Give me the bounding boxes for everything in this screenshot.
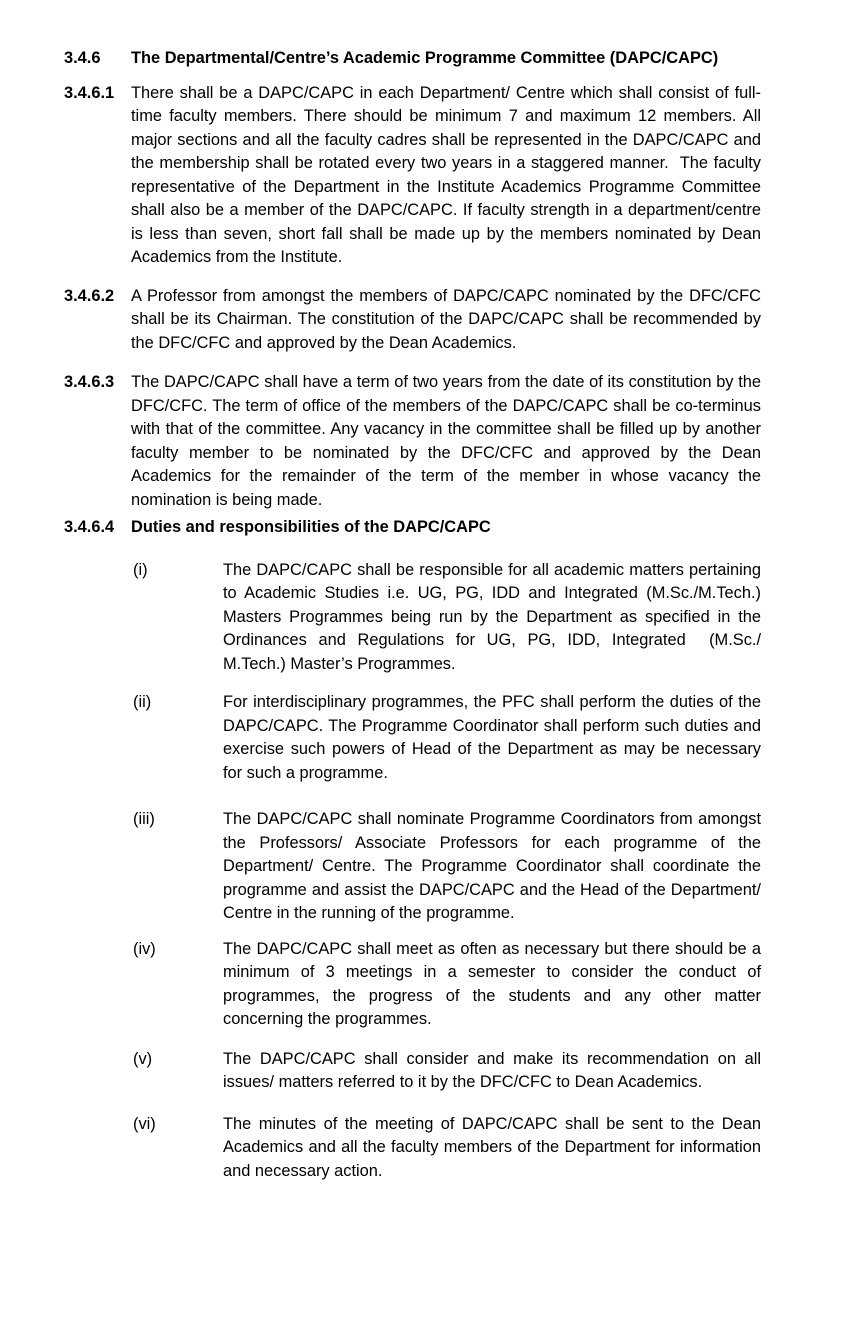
list-item-label: (ii) bbox=[133, 693, 152, 711]
list-item-text: The minutes of the meeting of DAPC/CAPC shall be sent to the Dean Academics and all the faculty members of the Department for information and necessary action. bbox=[223, 1114, 761, 1180]
list-item bbox=[131, 938, 825, 1032]
section-number: 3.4.6.4 bbox=[64, 518, 115, 536]
list-item-text: The DAPC/CAPC shall meet as often as necessary but there should be a minimum of 3 meetings in a semester to consider the conduct of programmes, the progress of the students and any other matter concerning the programmes. bbox=[223, 939, 761, 1028]
list-item-label: (vi) bbox=[133, 1114, 156, 1133]
section-heading: The Departmental/Centre’s Academic Programme Committee (DAPC/CAPC) bbox=[131, 49, 719, 67]
section-3-4-6 bbox=[64, 47, 825, 71]
list-item-text: The DAPC/CAPC shall consider and make its recommendation on all issues/ matters referred to it by the DFC/CFC to Dean Academics. bbox=[223, 1049, 761, 1091]
section-3-4-6-4 bbox=[64, 516, 825, 540]
list-item bbox=[131, 808, 825, 926]
duties-list bbox=[131, 559, 825, 1184]
section-text: A Professor from amongst the members of DAPC/CAPC nominated by the DFC/CFC shall be its Chairman. The constitution of the DAPC/CAPC shall be recommended by the DFC/CFC and approved by the Dean Academics. bbox=[131, 286, 761, 352]
section-number: 3.4.6.3 bbox=[64, 373, 115, 391]
list-item-label: (iii) bbox=[133, 810, 155, 828]
section-heading: Duties and responsibilities of the DAPC/CAPC bbox=[131, 518, 491, 536]
section-3-4-6-2 bbox=[64, 285, 825, 356]
section-text: The DAPC/CAPC shall have a term of two years from the date of its constitution by the DFC/CFC. The term of office of the members of the DAPC/CAPC shall be co-terminus with that of the committee. Any vacancy in the committee shall be filled up by another faculty member to be nominated by the DFC/CFC and approved by the Dean Academics for the remainder of the term of the member in whose vacancy the nomination is being made. bbox=[131, 373, 761, 509]
list-item bbox=[131, 1048, 825, 1095]
section-number: 3.4.6.2 bbox=[64, 286, 115, 305]
list-item-label: (i) bbox=[133, 560, 148, 579]
list-item-label: (iv) bbox=[133, 939, 156, 958]
section-number: 3.4.6.1 bbox=[64, 83, 115, 102]
list-item-text: The DAPC/CAPC shall nominate Programme Coordinators from amongst the Professors/ Associate Professors for each programme of the Department/ Centre. The Programme Coordinator shall coordinate the programme and assist the DAPC/CAPC and the Head of the Department/ Centre in the running of the programme. bbox=[223, 810, 761, 922]
list-item-text: The DAPC/CAPC shall be responsible for all academic matters pertaining to Academic Studies i.e. UG, PG, IDD and Integrated (M.Sc./M.Tech.) Masters Programmes being run by the Department as specified in the Ordinances and Regulations for UG, PG, IDD, Integrated (M.Sc./ M.Tech.) Master’s Programmes. bbox=[223, 560, 761, 673]
section-3-4-6-3 bbox=[64, 371, 825, 512]
list-item bbox=[131, 559, 825, 677]
list-item-text: For interdisciplinary programmes, the PFC shall perform the duties of the DAPC/CAPC. The Programme Coordinator shall perform such duties and exercise such powers of Head of the Department as may be necessary for such a programme. bbox=[223, 693, 761, 782]
section-number: 3.4.6 bbox=[64, 49, 101, 67]
section-text: There shall be a DAPC/CAPC in each Department/ Centre which shall consist of full-time faculty members. There should be minimum 7 and maximum 12 members. All major sections and all the faculty cadres shall be represented in the DAPC/CAPC and the membership shall be rotated every two years in a staggered manner. The faculty representative of the Department in the Institute Academics Programme Committee shall also be a member of the DAPC/CAPC. If faculty strength in a department/centre is less than seven, short fall shall be made up by the members nominated by Dean Academics from the Institute. bbox=[131, 83, 761, 266]
list-item bbox=[131, 691, 825, 785]
list-item bbox=[131, 1113, 825, 1184]
section-3-4-6-1 bbox=[64, 82, 825, 270]
list-item-label: (v) bbox=[133, 1049, 153, 1068]
